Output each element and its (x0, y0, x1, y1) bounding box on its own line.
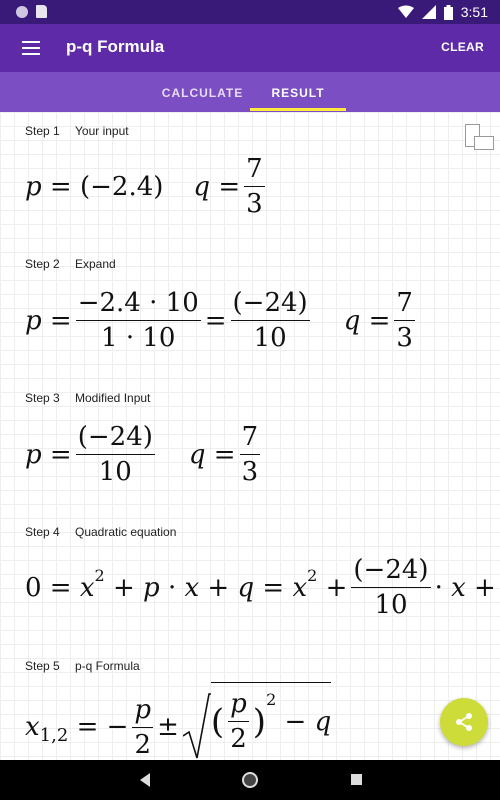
tab-indicator (250, 108, 346, 111)
app-bar (0, 24, 500, 72)
hamburger-menu-icon[interactable] (22, 41, 40, 55)
step-5-label: Step 5 p-q Formula (25, 659, 140, 673)
share-icon (454, 712, 474, 732)
clear-button[interactable]: CLEAR (441, 40, 484, 54)
recents-icon[interactable] (351, 774, 362, 785)
sd-card-icon (36, 5, 47, 18)
wifi-icon (398, 5, 414, 19)
battery-icon (444, 5, 453, 20)
step-3-equation: p = $\frac{(-24)}{10}$ q = $\frac{7}{3}$ (25, 422, 259, 487)
status-time: 3:51 (460, 4, 488, 20)
step-4-equation: 0 = x 2 + p · x + q = x 2 + $\frac{(-24)}{10}$ · x + (25, 555, 496, 620)
step-1-equation: p = (−2.4) q = $\frac{7}{3}$ (25, 154, 263, 219)
share-button[interactable] (440, 698, 488, 746)
step-2-label: Step 2 Expand (25, 257, 116, 271)
step-4-label: Step 4 Quadratic equation (25, 525, 177, 539)
notification-icon (16, 6, 28, 18)
step-3-label: Step 3 Modified Input (25, 391, 151, 405)
home-icon[interactable] (242, 772, 258, 788)
navigation-bar (0, 760, 500, 800)
tab-result[interactable]: RESULT (271, 86, 325, 100)
back-icon[interactable] (140, 773, 150, 787)
tab-calculate[interactable]: CALCULATE (161, 86, 244, 100)
tab-bar (0, 72, 500, 112)
result-content[interactable] (0, 112, 500, 760)
step-1-label: Step 1 Your input (25, 124, 129, 138)
step-5-equation: x 1,2 = − $\frac{p}{2}$ ± ( $\frac{p}{2}$ ) 2 − q (25, 692, 331, 760)
app-title: p-q Formula (66, 37, 165, 56)
signal-icon (422, 5, 436, 19)
step-2-equation: p = $\frac{-2.4 \cdot 10}{1 \cdot 10}$ = $\frac{(-24)}{10}$ q = $\frac{7}{3}$ (25, 288, 413, 353)
status-bar (0, 0, 500, 24)
copy-icon[interactable] (465, 124, 495, 152)
